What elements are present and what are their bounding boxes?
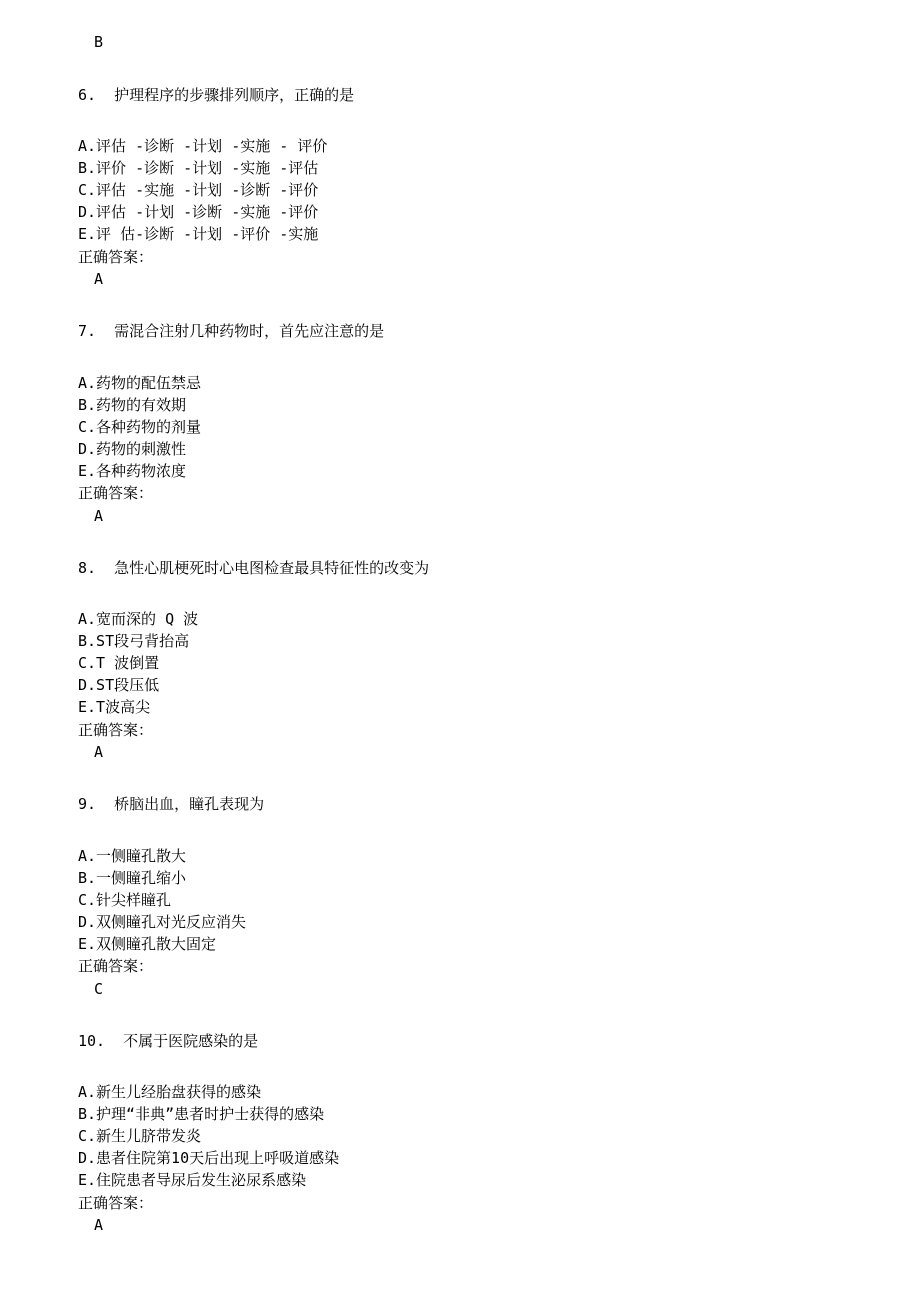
option-b: B.药物的有效期: [78, 396, 187, 414]
option-d: D.双侧瞳孔对光反应消失: [78, 913, 247, 931]
option-c: C.针尖样瞳孔: [78, 891, 172, 909]
option-a: A.新生儿经胎盘获得的感染: [78, 1083, 262, 1101]
question-stem: 6. 护理程序的步骤排列顺序，正确的是: [78, 86, 355, 104]
option-d: D.ST段压低: [78, 676, 160, 694]
option-a: A.宽而深的 Q 波: [78, 610, 199, 628]
answer-value: A: [94, 1216, 104, 1234]
option-c: C.各种药物的剂量: [78, 418, 202, 436]
option-d: D.药物的刺激性: [78, 440, 187, 458]
option-c: C.T 波倒置: [78, 654, 160, 672]
answer-label: 正确答案：: [78, 1194, 154, 1212]
option-d: D.患者住院第10天后出现上呼吸道感染: [78, 1149, 340, 1167]
answer-label: 正确答案：: [78, 721, 154, 739]
option-c: C.新生儿脐带发炎: [78, 1127, 202, 1145]
option-e: E.各种药物浓度: [78, 462, 187, 480]
answer-value: A: [94, 507, 104, 525]
option-b: B.评价 -诊断 -计划 -实施 -评估: [78, 159, 319, 177]
question-stem: 8. 急性心肌梗死时心电图检查最具特征性的改变为: [78, 559, 430, 577]
option-e: E.T波高尖: [78, 698, 151, 716]
option-b: B.一侧瞳孔缩小: [78, 869, 187, 887]
previous-answer: B: [94, 33, 104, 51]
answer-label: 正确答案：: [78, 484, 154, 502]
option-b: B.ST段弓背抬高: [78, 632, 190, 650]
option-e: E.评 估-诊断 -计划 -评价 -实施: [78, 225, 319, 243]
answer-value: A: [94, 270, 104, 288]
answer-value: A: [94, 743, 104, 761]
question-stem: 9. 桥脑出血，瞳孔表现为: [78, 795, 265, 813]
option-e: E.双侧瞳孔散大固定: [78, 935, 217, 953]
option-d: D.评估 -计划 -诊断 -实施 -评价: [78, 203, 319, 221]
answer-label: 正确答案：: [78, 957, 154, 975]
question-stem: 10. 不属于医院感染的是: [78, 1032, 259, 1050]
option-b: B.护理“非典”患者时护士获得的感染: [78, 1105, 325, 1123]
answer-label: 正确答案：: [78, 248, 154, 266]
option-a: A.评估 -诊断 -计划 -实施 - 评价: [78, 137, 328, 155]
option-a: A.药物的配伍禁忌: [78, 374, 202, 392]
answer-value: C: [94, 980, 104, 998]
option-a: A.一侧瞳孔散大: [78, 847, 187, 865]
option-e: E.住院患者导尿后发生泌尿系感染: [78, 1171, 307, 1189]
option-c: C.评估 -实施 -计划 -诊断 -评价: [78, 181, 319, 199]
question-stem: 7. 需混合注射几种药物时，首先应注意的是: [78, 322, 385, 340]
